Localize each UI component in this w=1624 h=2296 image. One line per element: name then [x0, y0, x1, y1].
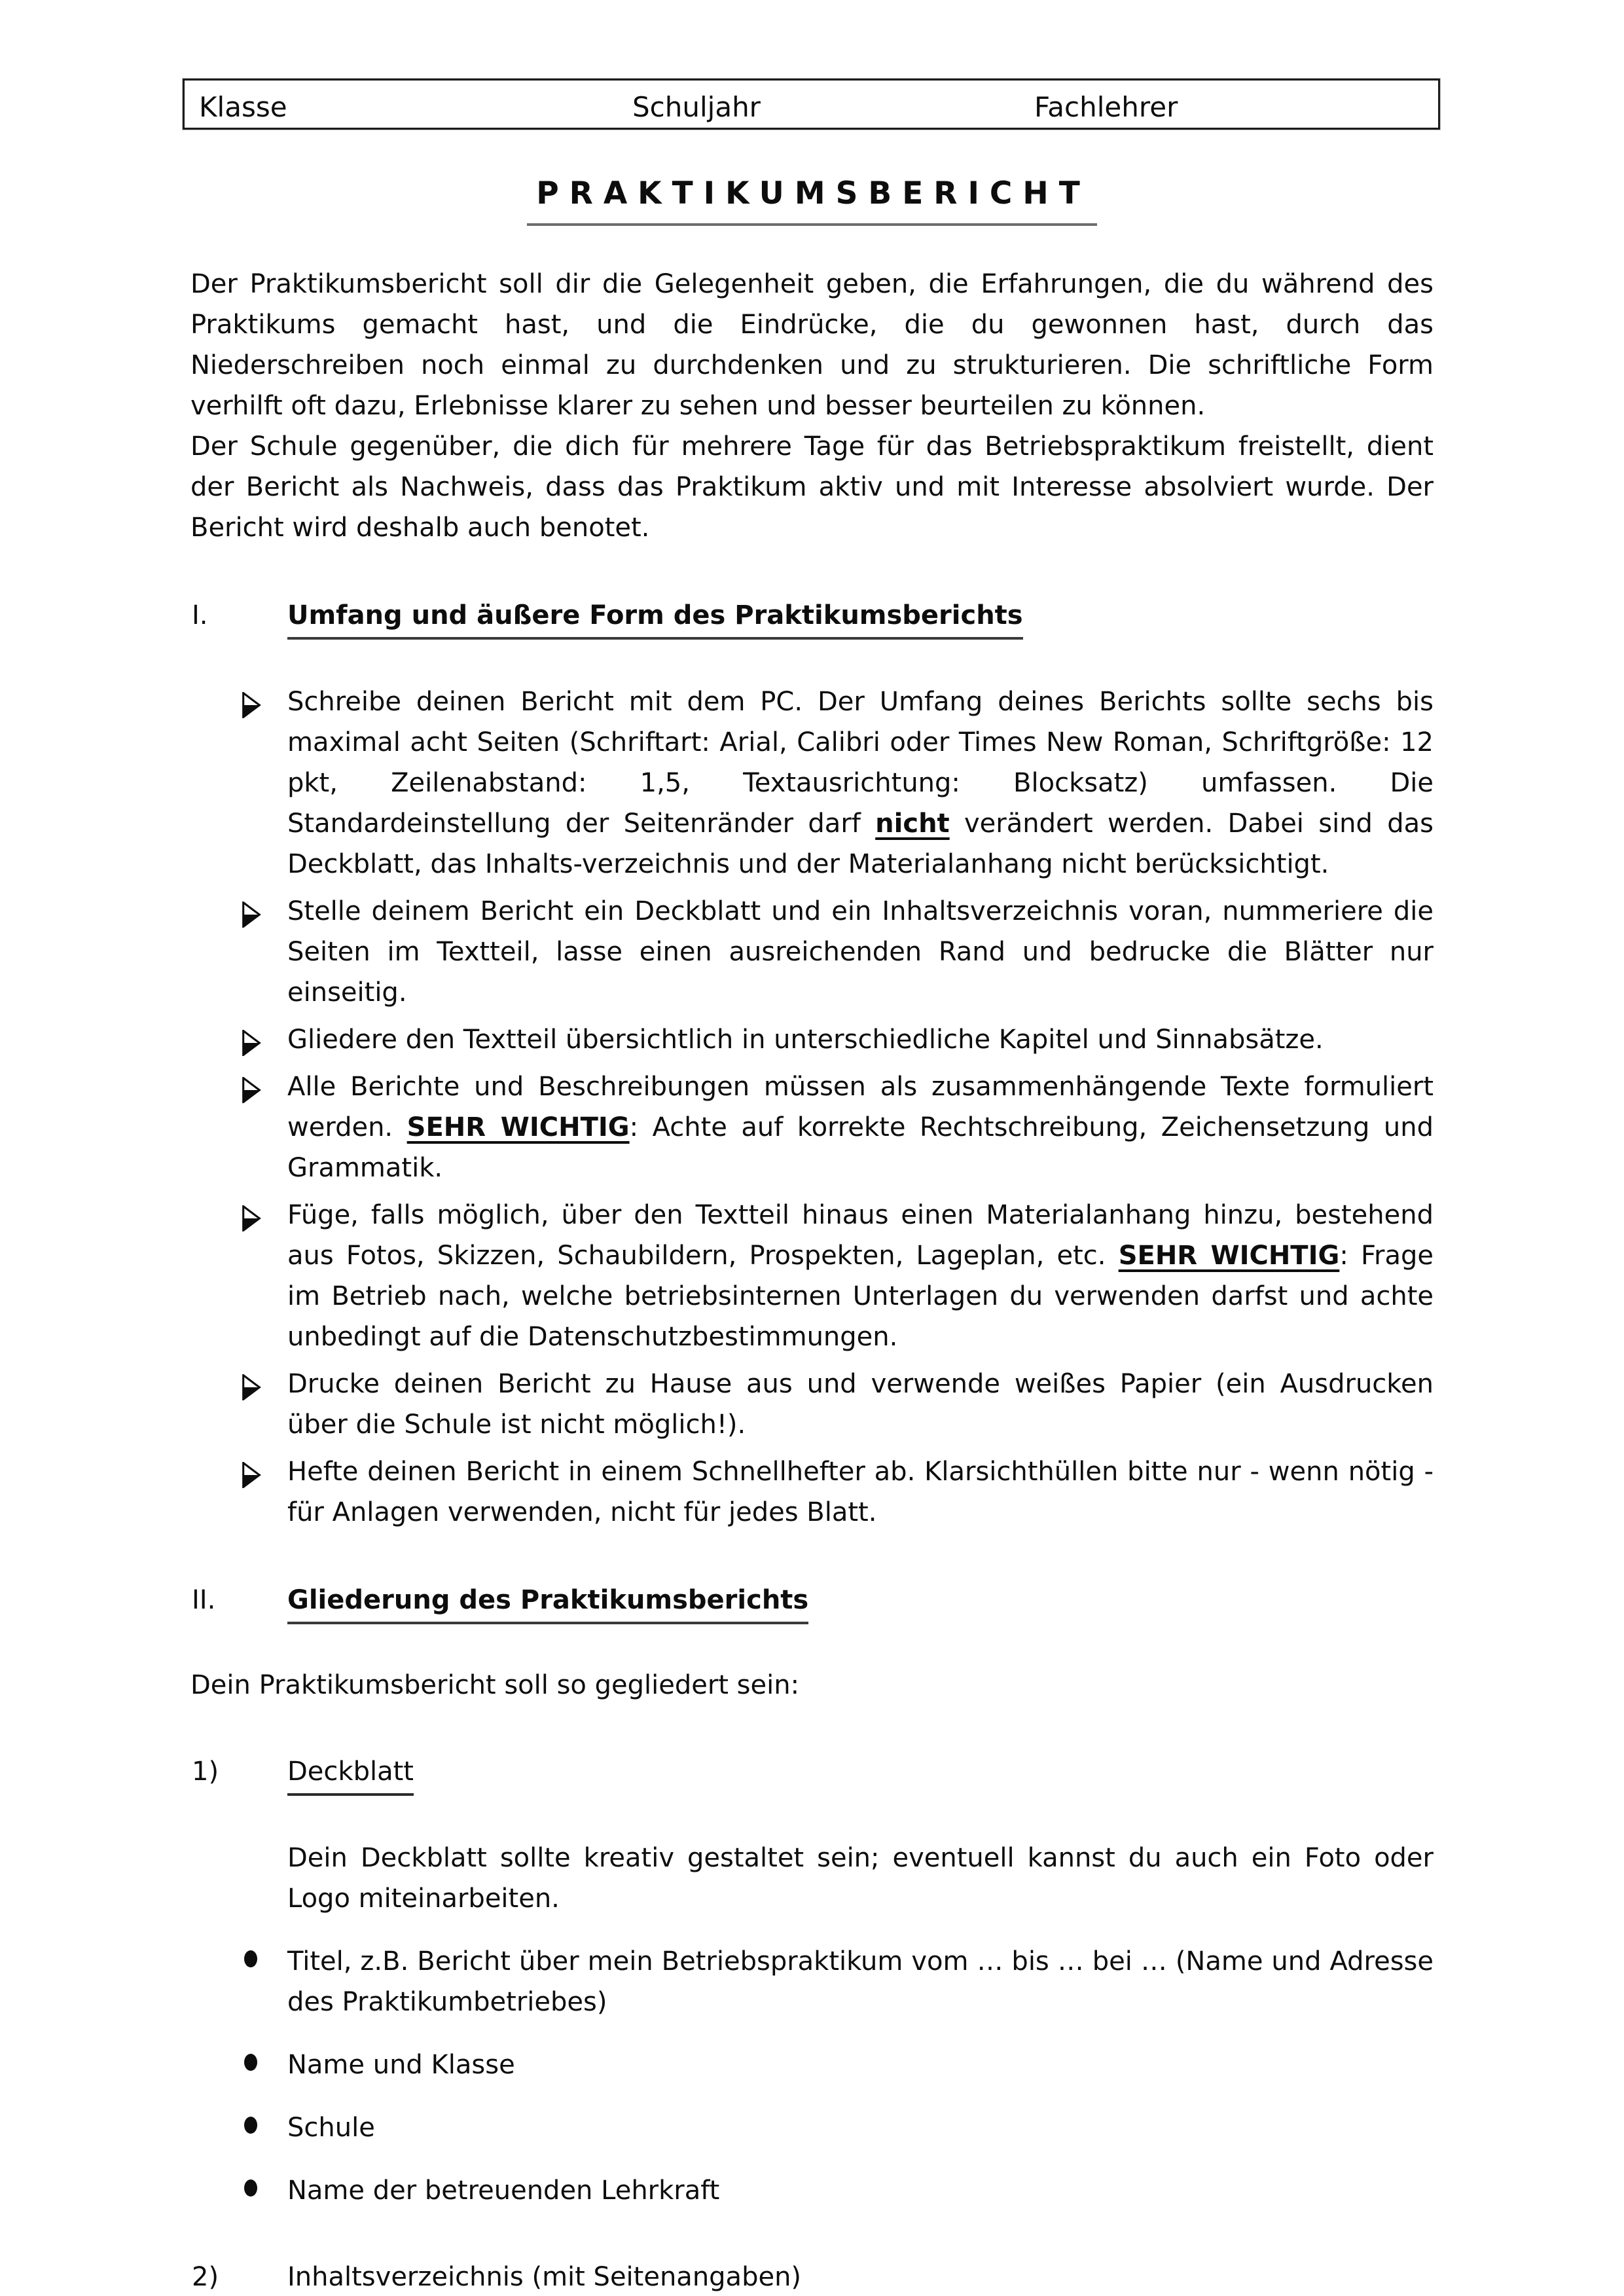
arrow-bullet-icon — [240, 899, 262, 925]
item-1-paragraph: Dein Deckblatt sollte kreativ gestaltet sein; eventuell kannst du auch ein Foto oder Logo miteinarbeiten. — [287, 1842, 1434, 1914]
list-item-text: Stelle deinem Bericht ein Deckblatt und ein Inhaltsverzeichnis voran, nummeriere die Seiten im Textteil, lasse einen ausreichenden Rand und bedrucke die Blätter nur einseitig. — [287, 896, 1434, 1008]
list-item — [190, 682, 1434, 884]
emphasized-text: SEHR WICHTIG — [406, 1112, 630, 1142]
item-1-bullet-list — [190, 1941, 1434, 2211]
list-item — [190, 891, 1434, 1013]
list-item — [190, 2107, 1434, 2148]
list-item-text: Schreibe deinen Bericht mit dem PC. Der Umfang deines Berichts sollte sechs bis maximal acht Seiten (Schriftart: Arial, Calibri oder Times New Roman, Schriftgröße: 12 pkt, Zeilenabstand: 1,5, Textausrichtung: Blocksatz) umfassen. Die Standardeinstellung der Seitenränder darf nicht verändert werden. Dabei sind das Deckblatt, das Inhalts-verzeichnis und der Materialanhang nicht berücksichtigt. — [287, 686, 1434, 879]
list-item-text: Gliedere den Textteil übersichtlich in unterschiedliche Kapitel und Sinnabsätze. — [287, 1024, 1324, 1055]
section-1-title: Umfang und äußere Form des Praktikumsberichts — [287, 595, 1023, 640]
emphasized-text: nicht — [875, 808, 950, 839]
list-item-text: Name der betreuenden Lehrkraft — [287, 2175, 720, 2206]
section-1-bullet-list — [190, 682, 1434, 1533]
item-2-title: Inhaltsverzeichnis — [287, 2257, 524, 2296]
dot-bullet-icon — [244, 2054, 257, 2071]
arrow-bullet-icon — [240, 1372, 262, 1398]
header-field-schuljahr: Schuljahr — [632, 91, 761, 123]
header-fields-box — [183, 79, 1440, 130]
list-item-text: Hefte deinen Bericht in einem Schnellhefter ab. Klarsichthüllen bitte nur - wenn nötig - für Anlagen verwenden, nicht für jedes Blatt. — [287, 1456, 1434, 1527]
list-item-text: Titel, z.B. Bericht über mein Betriebspraktikum vom … bis … bei … (Name und Adresse des Praktikumbetriebes) — [287, 1946, 1434, 2017]
list-item — [190, 1451, 1434, 1533]
item-1-title: Deckblatt — [287, 1751, 414, 1796]
item-2-number: 2) — [192, 2261, 219, 2292]
section-2-heading — [190, 1580, 1434, 1624]
arrow-bullet-icon — [240, 1459, 262, 1485]
arrow-bullet-icon — [240, 1074, 262, 1101]
header-field-klasse: Klasse — [199, 91, 287, 123]
list-item — [190, 2045, 1434, 2085]
list-item — [190, 1941, 1434, 2022]
item-1-number: 1) — [192, 1756, 219, 1787]
list-item — [190, 1066, 1434, 1188]
section-2-number: II. — [192, 1584, 216, 1615]
section-1-heading — [190, 595, 1434, 640]
list-item — [190, 1364, 1434, 1445]
list-item-text: Drucke deinen Bericht zu Hause aus und verwende weißes Papier (ein Ausdrucken über die Schule ist nicht möglich!). — [287, 1368, 1434, 1440]
list-item — [190, 1019, 1434, 1060]
dot-bullet-icon — [244, 2179, 257, 2196]
dot-bullet-icon — [244, 2117, 257, 2134]
item-1-heading — [190, 1751, 1434, 1796]
section-2-title: Gliederung des Praktikumsberichts — [287, 1580, 808, 1624]
section-1-number: I. — [192, 600, 208, 630]
list-item-text: Name und Klasse — [287, 2049, 515, 2080]
section-2-intro: Dein Praktikumsbericht soll so gegliedert sein: — [190, 1669, 800, 1700]
page-title: PRAKTIKUMSBERICHT — [527, 170, 1097, 226]
emphasized-text: SEHR WICHTIG — [1118, 1240, 1340, 1271]
arrow-bullet-icon — [240, 1027, 262, 1053]
list-item-text: Schule — [287, 2112, 375, 2143]
list-item — [190, 1195, 1434, 1357]
item-2-heading — [190, 2257, 1434, 2296]
intro-paragraph-2: Der Schule gegenüber, die dich für mehrere Tage für das Betriebspraktikum freistellt, dient der Bericht als Nachweis, dass das Praktikum aktiv und mit Interesse absolviert wurde. Der Bericht wird deshalb auch benotet. — [190, 431, 1434, 543]
arrow-bullet-icon — [240, 689, 262, 716]
dot-bullet-icon — [244, 1950, 257, 1967]
header-field-fachlehrer: Fachlehrer — [1034, 91, 1178, 123]
arrow-bullet-icon — [240, 1203, 262, 1229]
title-row — [190, 170, 1434, 226]
item-2-suffix: (mit Seitenangaben) — [523, 2261, 802, 2292]
list-item — [190, 2170, 1434, 2211]
list-item-text: Füge, falls möglich, über den Textteil hinaus einen Materialanhang hinzu, bestehend aus Fotos, Skizzen, Schaubildern, Prospekten, Lageplan, etc. SEHR WICHTIG: Frage im Betrieb nach, welche betriebsinternen Unterlagen du verwenden darfst und achte unbedingt auf die Datenschutzbestimmungen. — [287, 1199, 1434, 1352]
list-item-text: Alle Berichte und Beschreibungen müssen als zusammenhängende Texte formuliert werden. SEHR WICHTIG: Achte auf korrekte Rechtschreibung, Zeichensetzung und Grammatik. — [287, 1071, 1434, 1183]
intro-paragraph-1: Der Praktikumsbericht soll dir die Gelegenheit geben, die Erfahrungen, die du während des Praktikums gemacht hast, und die Eindrücke, die du gewonnen hast, durch das Niederschreiben noch einmal zu durchdenken und zu strukturieren. Die schriftliche Form verhilft oft dazu, Erlebnisse klarer zu sehen und besser beurteilen zu können. — [190, 268, 1434, 421]
